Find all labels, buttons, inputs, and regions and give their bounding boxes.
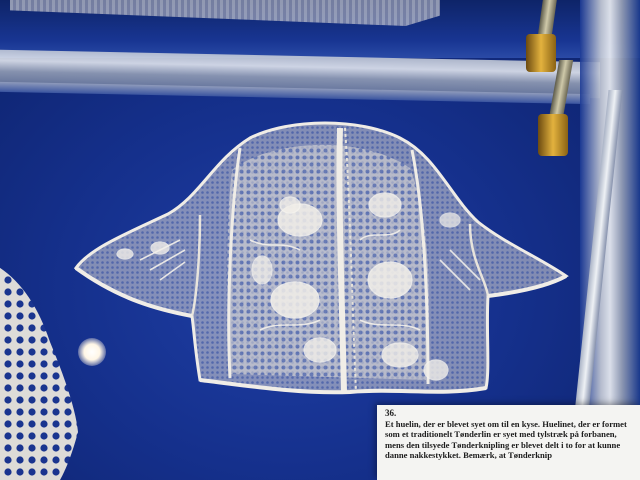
exhibit-number: 36. [385, 408, 397, 418]
exhibit-label-card [377, 405, 640, 480]
exhibit-description: Et huelin, der er blevet syet om til en kyse. Huelinet, der er formet som et traditionelt Tønderlin er syet med tylstræk på forbanen, mens den tilsyede Tønderknipling er blevet delt i to for at kunne danne nakkestykket. Bemærk, at Tønderknip [385, 419, 627, 461]
